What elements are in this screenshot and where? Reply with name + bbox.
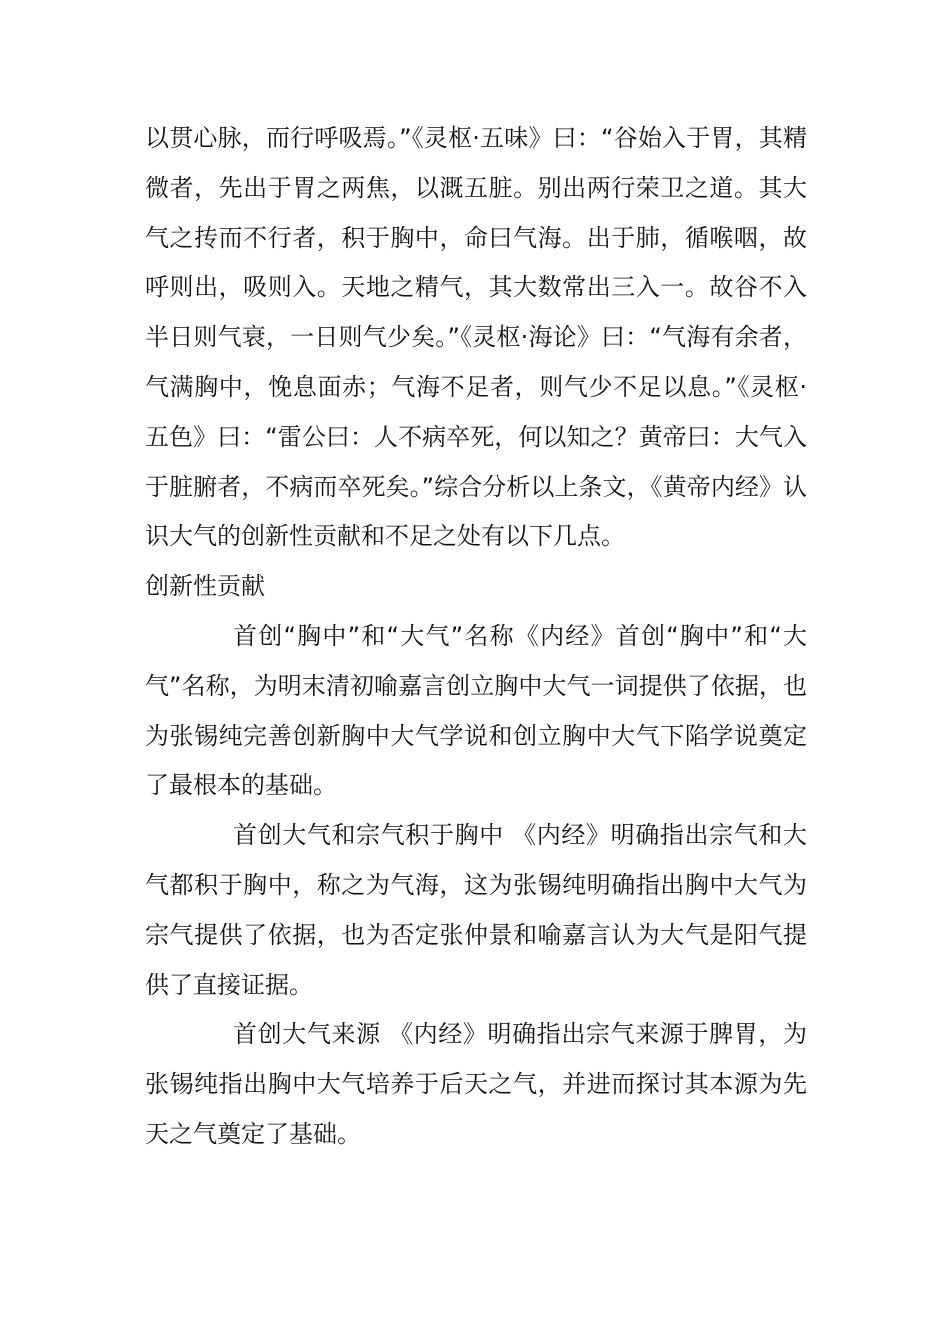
section-heading: 创新性贡献 (145, 572, 265, 601)
point-paragraph-3: 首创大气来源 《内经》明确指出宗气来源于脾胃，为张锡纯指出胸中大气培养于后天之气，并进而探讨其本源为先天之气奠定了基础。 (145, 1020, 807, 1148)
point-paragraph-2: 首创大气和宗气积于胸中 《内经》明确指出宗气和大气都积于胸中，称之为气海，这为张锡纯明确指出胸中大气为宗气提供了依据，也为否定张仲景和喻嘉言认为大气是阳气提供了直接证据。 (145, 821, 807, 999)
point-paragraph-1: 首创“胸中”和“大气”名称《内经》首创“胸中”和“大气”名称，为明末清初喻嘉言创立胸中大气一词提供了依据，也为张锡纯完善创新胸中大气学说和创立胸中大气下陷学说奠定了最根本的基础。 (145, 621, 807, 800)
intro-paragraph: 以贯心脉，而行呼吸焉。”《灵枢·五味》曰：“谷始入于胃，其精微者，先出于胃之两焦，以溉五脏。别出两行荣卫之道。其大气之抟而不行者，积于胸中，命曰气海。出于肺，循喉咽，故呼则出，吸则入。天地之精气，其大数常出三入一。故谷不入半日则气衰，一日则气少矣。”《灵枢·海论》曰：“气海有余者，气满胸中，悗息面赤；气海不足者，则气少不足以息。”《灵枢·五色》曰：“雷公曰：人不病卒死，何以知之？黄帝曰：大气入于脏腑者，不病而卒死矣。”综合分析以上条文，《黄帝内经》认识大气的创新性贡献和不足之处有以下几点。 (145, 124, 807, 551)
document-body (145, 114, 807, 1160)
